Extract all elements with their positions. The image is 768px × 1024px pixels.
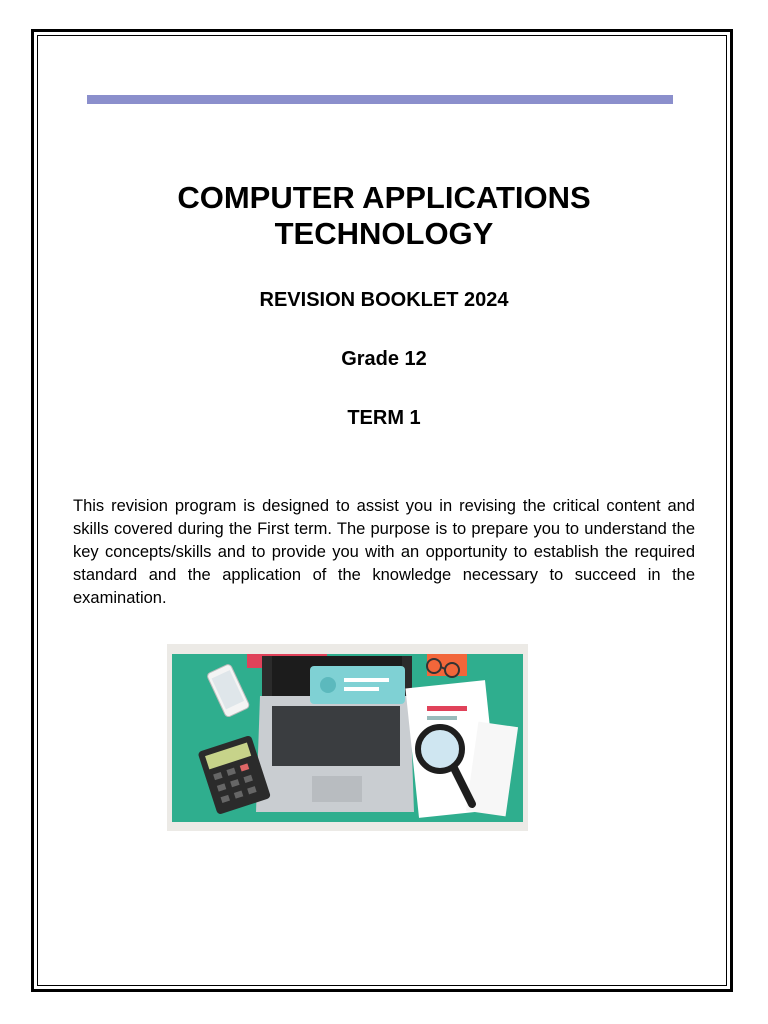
grade-heading: Grade 12 xyxy=(341,348,427,370)
illustration-canvas xyxy=(172,654,523,822)
document-title xyxy=(40,180,728,252)
chat-bubble-icon xyxy=(310,666,405,704)
title-line-1: COMPUTER APPLICATIONS xyxy=(177,180,591,215)
intro-paragraph: This revision program is designed to assist you in revising the critical content and skills covered during the First term. The purpose is to prepare you to understand the key concepts/skills and to provide you with an opportunity to establish the required standard and the application of the knowledge necessary to succeed in the examination. xyxy=(73,497,695,607)
accent-bar xyxy=(87,95,673,104)
booklet-heading: REVISION BOOKLET 2024 xyxy=(259,289,509,311)
hero-illustration xyxy=(167,644,528,831)
title-line-2: TECHNOLOGY xyxy=(274,216,494,251)
term-heading: TERM 1 xyxy=(347,407,421,429)
